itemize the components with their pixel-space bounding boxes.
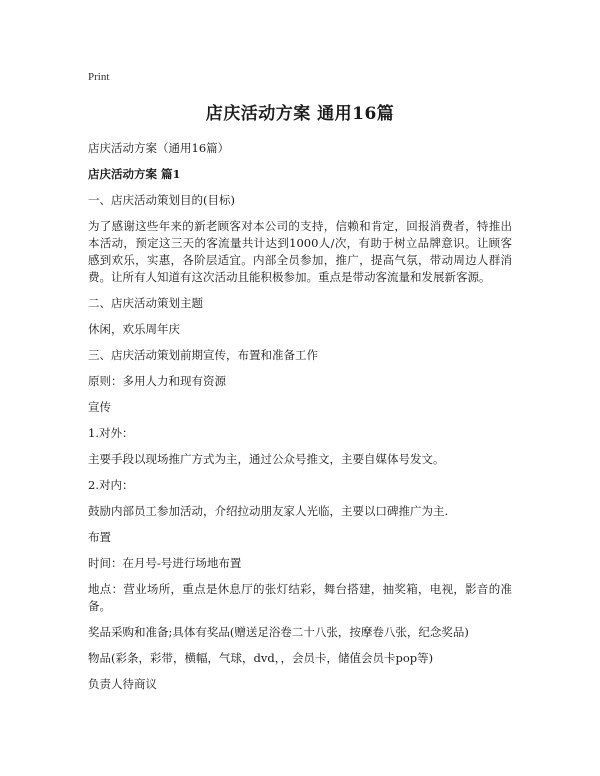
paragraph: 店庆活动方案（通用16篇） — [88, 141, 230, 155]
paragraph: 二、店庆活动策划主题 — [88, 296, 203, 310]
print-label: Print — [88, 71, 110, 83]
paragraph: 时间：在月号-号进行场地布置 — [88, 556, 242, 570]
paragraph: 休闲，欢乐周年庆 — [88, 322, 180, 336]
document-title: 店庆活动方案 通用16篇 — [205, 104, 395, 124]
paragraph: 2.对内： — [88, 478, 134, 492]
paragraph: 鼓励内部员工参加活动，介绍拉动朋友家人光临，主要以口碑推广为主. — [88, 504, 449, 518]
paragraph: 为了感谢这些年来的新老顾客对本公司的支持，信赖和肯定，回报消费者，特推出本活动，预定这三天的客流量共计达到1000人/次，有助于树立品牌意识。让顾客感到欢乐，实惠，各阶层适宜。内部全员参加，推广，提高气氛，带动周边人群消费。让所有人知道有这次活动且能积极参加。重点是带动客流量和发展新客源。 — [88, 219, 512, 284]
document-body — [88, 140, 512, 693]
paragraph: 布置 — [88, 530, 111, 544]
paragraph: 主要手段以现场推广方式为主，通过公众号推文，主要自媒体号发文。 — [88, 452, 445, 466]
paragraph: 原则：多用人力和现有资源 — [88, 374, 226, 388]
paragraph: 宣传 — [88, 400, 111, 414]
paragraph: 三、店庆活动策划前期宣传，布置和准备工作 — [88, 348, 318, 362]
section-heading: 店庆活动方案 篇1 — [88, 167, 181, 181]
paragraph: 一、店庆活动策划目的(目标) — [88, 193, 235, 207]
paragraph: 负责人待商议 — [88, 677, 157, 691]
paragraph: 地点：营业场所，重点是休息厅的张灯结彩，舞台搭建，抽奖箱，电视，影音的准备。 — [88, 582, 512, 613]
paragraph: 1.对外： — [88, 426, 134, 440]
paragraph: 物品(彩条，彩带，横幅，气球，dvd，，会员卡，储值会员卡pop等) — [88, 651, 434, 665]
paragraph: 奖品采购和准备;具体有奖品(赠送足浴卷二十八张，按摩卷八张，纪念奖品) — [88, 625, 469, 639]
